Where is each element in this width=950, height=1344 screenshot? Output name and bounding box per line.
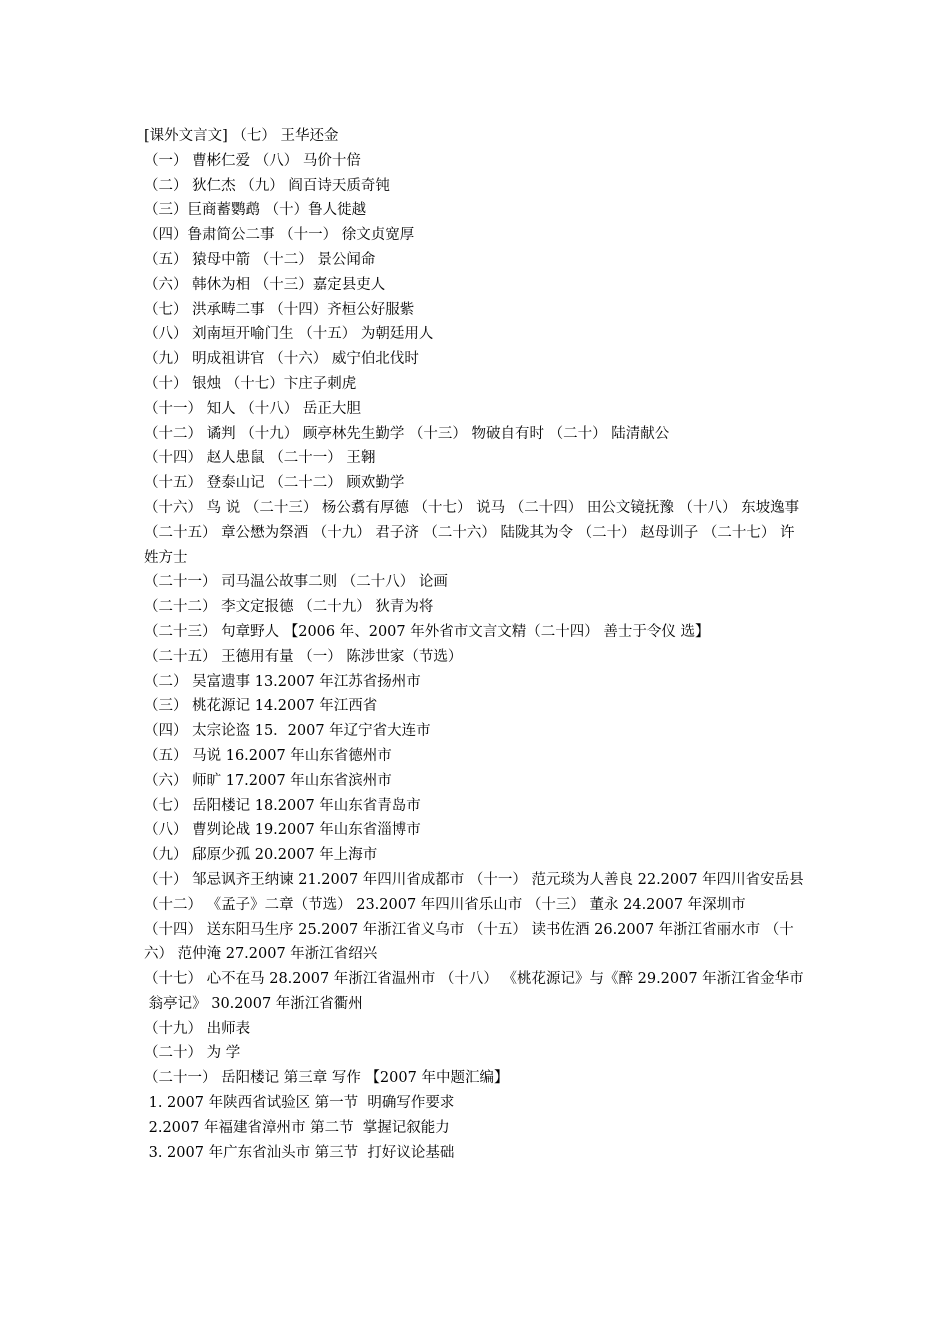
text-line: （二十一） 岳阳楼记 第三章 写作 【2007 年中题汇编】 [144,1070,509,1087]
text-line: （五） 猿母中箭 （十二） 景公闻命 [144,251,376,268]
text-line: （三）巨商蓄鹦鹉 （十）鲁人徙越 [144,202,367,219]
text-line: （四） 太宗论盗 15．2007 年辽宁省大连市 [144,723,431,740]
document-body [144,124,808,1165]
text-line: （八） 刘南垣开喻门生 （十五） 为朝廷用人 [144,326,434,343]
text-line: （十） 邹忌讽齐王纳谏 21.2007 年四川省成都市 （十一） 范元琰为人善良 22.2007 年四川省安岳县 （十二） 《孟子》二章（节选） 23.2007 年四川省乐山市 （十三） 董永 24.2007 年深圳市 [144,871,809,913]
text-line: （十四） 送东阳马生序 25.2007 年浙江省义乌市 （十五） 读书佐酒 26.2007 年浙江省丽水市 （十六） 范仲淹 27.2007 年浙江省绍兴 [144,921,794,963]
text-line: （五） 马说 16.2007 年山东省德州市 [144,747,392,764]
text-line: （二） 狄仁杰 （九） 阎百诗天质奇钝 [144,177,390,194]
text-line: 1. 2007 年陕西省试验区 第一节 明确写作要求 [144,1095,455,1112]
text-line: （二） 吴富遗事 13.2007 年江苏省扬州市 [144,673,421,690]
text-line: （六） 师旷 17.2007 年山东省滨州市 [144,772,392,789]
text-line: （二十二） 李文定报德 （二十九） 狄青为将 [144,599,434,616]
text-line: （二十一） 司马温公故事二则 （二十八） 论画 [144,574,448,591]
text-line: [课外文言文] （七） 王华还金 [144,128,339,144]
text-line: （四）鲁肃简公二事 （十一） 徐文贞宽厚 [144,227,415,244]
text-line: （二十三） 句章野人 【2006 年、2007 年外省市文言文精（二十四） 善士于令仪 选】 [144,623,710,640]
text-line: （七） 岳阳楼记 18.2007 年山东省青岛市 [144,797,421,814]
text-line: （九） 明成祖讲官 （十六） 威宁伯北伐时 [144,351,419,368]
text-line: （六） 韩休为相 （十三）嘉定县吏人 [144,276,386,293]
text-line: （十） 银烛 （十七）卞庄子刺虎 [144,375,357,392]
text-line: （十五） 登泰山记 （二十二） 顾欢勤学 [144,475,405,492]
text-line: （三） 桃花源记 14.2007 年江西省 [144,698,378,715]
text-line: （十二） 谲判 （十九） 顾亭林先生勤学 （十三） 物破自有时 （二十） 陆清献公 [144,425,670,442]
text-line: 2.2007 年福建省漳州市 第二节 掌握记叙能力 [144,1119,450,1136]
text-line: 翁亭记》 30.2007 年浙江省衢州 [144,995,363,1012]
text-line: （十六） 鸟 说 （二十三） 杨公翥有厚德 （十七） 说马 （二十四） 田公文镜抚豫 （十八） 东坡逸事 （二十五） 章公懋为祭酒 （十九） 君子济 （二十六） 陆陇其为令 （二十） 赵母训子 （二十七） 许姓方士 [144,499,804,566]
text-line: （二十五） 王德用有量 （一） 陈涉世家（节选） [144,648,463,665]
text-line: （十四） 赵人患鼠 （二十一） 王翱 [144,450,376,467]
text-line: （十一） 知人 （十八） 岳正大胆 [144,400,361,417]
text-line: 3. 2007 年广东省汕头市 第三节 打好议论基础 [144,1144,455,1161]
text-line: （七） 洪承畴二事 （十四）齐桓公好服紫 [144,301,415,318]
text-line: （十九） 出师表 [144,1020,251,1037]
text-line: （二十） 为 学 [144,1045,241,1062]
text-line: （十七） 心不在马 28.2007 年浙江省温州市 （十八） 《桃花源记》与《醉 29.2007 年浙江省金华市 [144,971,804,988]
text-line: （九） 郈原少孤 20.2007 年上海市 [144,847,378,864]
text-line: （一） 曹彬仁爱 （八） 马价十倍 [144,152,361,169]
text-line: （八） 曹刿论战 19.2007 年山东省淄博市 [144,822,421,839]
